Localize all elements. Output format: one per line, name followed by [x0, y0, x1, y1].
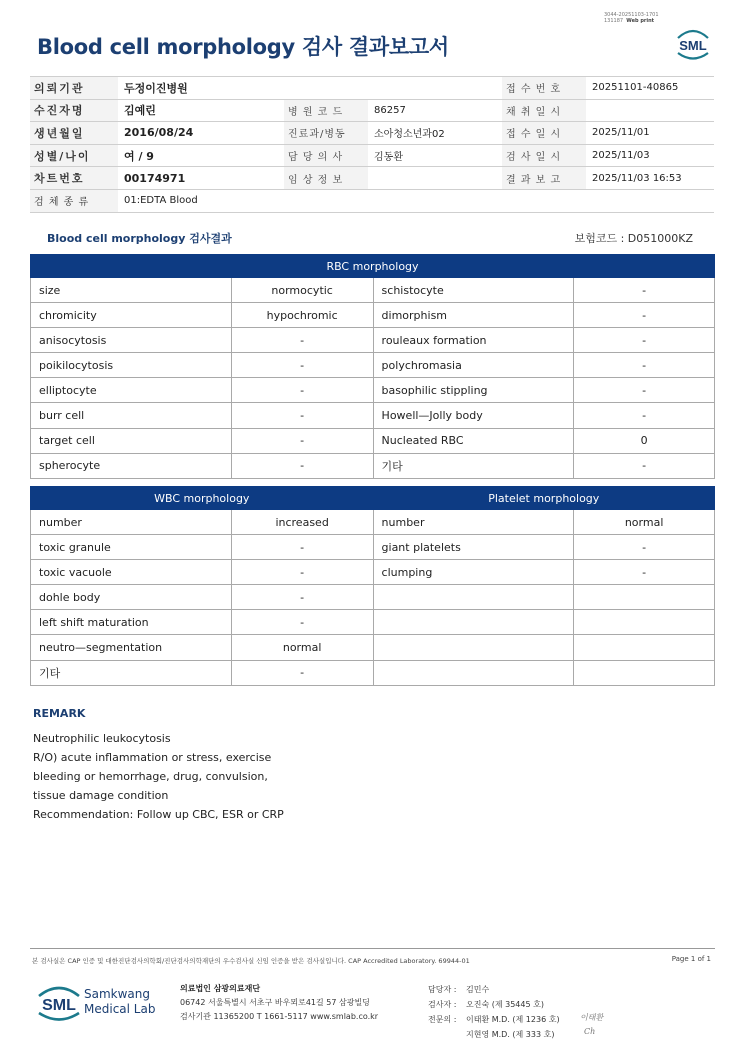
- info-label: 접 수 일 시: [502, 122, 586, 145]
- info-row: [30, 122, 714, 145]
- finding-name: [373, 660, 574, 685]
- report-title: Blood cell morphology 검사 결과보고서: [37, 35, 449, 59]
- finding-result: -: [231, 403, 373, 428]
- finding-result: -: [231, 610, 373, 635]
- info-label: 결 과 보 고: [502, 167, 586, 190]
- rbc-row: [31, 303, 715, 328]
- info-value: 2025/11/03 16:53: [586, 167, 714, 190]
- brand-name: [84, 987, 155, 1017]
- wbc-platelet-row: [31, 660, 715, 685]
- finding-result: hypochromic: [231, 303, 373, 328]
- info-value: 김동환: [368, 144, 502, 167]
- info-value: 소아청소년과02: [368, 122, 502, 145]
- finding-result: [574, 635, 715, 660]
- finding-result: -: [574, 378, 715, 403]
- info-label: 진료과/병동: [284, 122, 368, 145]
- staff-name: 이태환 M.D. (제 1236 호): [466, 1015, 560, 1024]
- info-value: [586, 99, 714, 122]
- remark-text: [33, 729, 284, 824]
- rbc-row: [31, 353, 715, 378]
- info-label: 병 원 코 드: [284, 99, 368, 122]
- finding-result: increased: [231, 510, 373, 535]
- finding-name: polychromasia: [373, 353, 574, 378]
- finding-result: -: [231, 535, 373, 560]
- finding-name: number: [31, 510, 232, 535]
- finding-name: number: [373, 510, 574, 535]
- finding-result: -: [574, 278, 715, 303]
- info-label: 접 수 번 호: [502, 77, 586, 100]
- finding-name: toxic granule: [31, 535, 232, 560]
- info-label: 담 당 의 사: [284, 144, 368, 167]
- staff-role: 담당자 :: [428, 985, 457, 994]
- wbc-header: WBC morphology: [31, 487, 374, 510]
- org-address: 06742 서울특별시 서초구 바우뫼로41길 57 삼광빌딩: [180, 998, 370, 1007]
- finding-name: schistocyte: [373, 278, 574, 303]
- rbc-row: [31, 278, 715, 303]
- print-ref-line: 3044-20251103-1701: [604, 12, 659, 18]
- org-contact: 검사기관 11365200 T 1661-5117 www.smlab.co.kr: [180, 1012, 379, 1021]
- info-value: 2025/11/03: [586, 144, 714, 167]
- finding-result: -: [574, 453, 715, 478]
- info-label: 채 취 일 시: [502, 99, 586, 122]
- finding-name: giant platelets: [373, 535, 574, 560]
- remark-line: R/O) acute inflammation or stress, exercise: [33, 751, 272, 764]
- rbc-row: [31, 378, 715, 403]
- staff-role: 검사자 :: [428, 1000, 457, 1009]
- wbc-platelet-row: [31, 635, 715, 660]
- print-reference: [604, 12, 659, 24]
- staff-list: [428, 982, 560, 1042]
- info-value: 2025/11/01: [586, 122, 714, 145]
- info-label: 수진자명: [30, 99, 118, 122]
- rbc-row: [31, 328, 715, 353]
- info-value: 86257: [368, 99, 502, 122]
- finding-name: [373, 635, 574, 660]
- info-value: 01:EDTA Blood: [118, 189, 714, 212]
- platelet-header: Platelet morphology: [373, 487, 714, 510]
- remark-title: REMARK: [33, 707, 86, 720]
- rbc-row: [31, 428, 715, 453]
- wbc-platelet-row: [31, 535, 715, 560]
- finding-name: elliptocyte: [31, 378, 232, 403]
- finding-result: -: [231, 328, 373, 353]
- staff-role: 전문의 :: [428, 1015, 457, 1024]
- info-value: [368, 167, 502, 190]
- finding-name: 기타: [373, 453, 574, 478]
- remark-line: tissue damage condition: [33, 789, 169, 802]
- info-label: 검 체 종 류: [30, 189, 118, 212]
- rbc-row: [31, 453, 715, 478]
- finding-result: [574, 660, 715, 685]
- finding-result: -: [231, 428, 373, 453]
- finding-name: target cell: [31, 428, 232, 453]
- info-label: 성별/나이: [30, 144, 118, 167]
- brand-line: Samkwang: [84, 987, 150, 1001]
- rbc-morphology-table: [30, 254, 715, 479]
- sml-logo-text: SML: [679, 38, 707, 53]
- wbc-platelet-row: [31, 510, 715, 535]
- staff-row: [428, 997, 560, 1012]
- wbc-platelet-row: [31, 560, 715, 585]
- finding-name: chromicity: [31, 303, 232, 328]
- finding-result: -: [231, 560, 373, 585]
- signature: 이태환: [580, 1013, 604, 1022]
- info-label: 검 사 일 시: [502, 144, 586, 167]
- info-label: 임 상 정 보: [284, 167, 368, 190]
- finding-result: [574, 585, 715, 610]
- info-value: 여 / 9: [118, 144, 284, 167]
- finding-name: [373, 610, 574, 635]
- rbc-header-row: [31, 255, 715, 278]
- sml-logo: [673, 26, 713, 62]
- finding-result: -: [574, 560, 715, 585]
- info-value: 김예린: [118, 99, 284, 122]
- signature: Ch: [584, 1027, 596, 1036]
- remark-line: Neutrophilic leukocytosis: [33, 732, 171, 745]
- info-label: 차트번호: [30, 167, 118, 190]
- finding-result: 0: [574, 428, 715, 453]
- finding-result: -: [574, 303, 715, 328]
- wbc-platelet-row: [31, 585, 715, 610]
- info-row: [30, 99, 714, 122]
- finding-name: basophilic stippling: [373, 378, 574, 403]
- finding-name: burr cell: [31, 403, 232, 428]
- finding-result: -: [574, 353, 715, 378]
- info-value: 2016/08/24: [118, 122, 284, 145]
- finding-result: [574, 610, 715, 635]
- finding-result: -: [574, 328, 715, 353]
- samkwang-logo-text: SML: [42, 997, 76, 1014]
- print-ref-label: Web print: [626, 18, 655, 24]
- page-number: Page 1 of 1: [671, 955, 711, 963]
- finding-name: [373, 585, 574, 610]
- remark-line: bleeding or hemorrhage, drug, convulsion,: [33, 770, 268, 783]
- info-value: 20251101-40865: [586, 77, 714, 100]
- finding-result: -: [574, 403, 715, 428]
- remark-line: Recommendation: Follow up CBC, ESR or CRP: [33, 808, 284, 821]
- accreditation-note: 본 검사실은 CAP 인증 및 대한진단검사의학회/진단검사의학재단의 우수검사실 신임 인증을 받은 검사실입니다. CAP Accredited Laboratory. 69944-01: [32, 957, 470, 965]
- finding-result: normal: [231, 635, 373, 660]
- finding-result: normocytic: [231, 278, 373, 303]
- finding-name: 기타: [31, 660, 232, 685]
- wbc-platelet-header-row: [31, 487, 715, 510]
- finding-result: -: [574, 535, 715, 560]
- staff-name: 김민수: [466, 985, 490, 994]
- finding-result: -: [231, 453, 373, 478]
- finding-result: -: [231, 378, 373, 403]
- print-ref-id: 131187: [604, 18, 624, 24]
- info-value: 두정이진병원: [118, 77, 284, 100]
- patient-info-table: [30, 76, 714, 213]
- brand-line: Medical Lab: [84, 1002, 156, 1016]
- finding-name: rouleaux formation: [373, 328, 574, 353]
- info-blank: [368, 77, 502, 100]
- info-row: [30, 144, 714, 167]
- footer-divider: [30, 948, 715, 949]
- finding-result: normal: [574, 510, 715, 535]
- staff-row: [428, 1027, 560, 1042]
- section-title: Blood cell morphology 검사결과: [47, 232, 232, 245]
- organization-info: [180, 982, 378, 1024]
- info-row: [30, 189, 714, 212]
- info-blank: [284, 77, 368, 100]
- finding-name: dohle body: [31, 585, 232, 610]
- finding-name: neutro—segmentation: [31, 635, 232, 660]
- finding-name: Nucleated RBC: [373, 428, 574, 453]
- finding-result: -: [231, 585, 373, 610]
- rbc-header: RBC morphology: [31, 255, 715, 278]
- finding-result: -: [231, 660, 373, 685]
- info-value: 00174971: [118, 167, 284, 190]
- wbc-platelet-table: [30, 486, 715, 686]
- staff-row: [428, 1012, 560, 1027]
- staff-row: [428, 982, 560, 997]
- finding-name: anisocytosis: [31, 328, 232, 353]
- rbc-row: [31, 403, 715, 428]
- staff-role: [428, 1027, 466, 1042]
- insurance-code: 보험코드 : D051000KZ: [574, 232, 693, 245]
- wbc-platelet-row: [31, 610, 715, 635]
- info-label: 생년월일: [30, 122, 118, 145]
- finding-name: left shift maturation: [31, 610, 232, 635]
- finding-name: spherocyte: [31, 453, 232, 478]
- finding-name: clumping: [373, 560, 574, 585]
- staff-name: 지현영 M.D. (제 333 호): [466, 1030, 555, 1039]
- info-row: [30, 77, 714, 100]
- finding-result: -: [231, 353, 373, 378]
- finding-name: dimorphism: [373, 303, 574, 328]
- org-name: 의료법인 삼광의료재단: [180, 984, 261, 993]
- finding-name: toxic vacuole: [31, 560, 232, 585]
- info-label: 의뢰기관: [30, 77, 118, 100]
- finding-name: Howell—Jolly body: [373, 403, 574, 428]
- finding-name: size: [31, 278, 232, 303]
- info-row: [30, 167, 714, 190]
- finding-name: poikilocytosis: [31, 353, 232, 378]
- staff-name: 오진숙 (제 35445 호): [466, 1000, 544, 1009]
